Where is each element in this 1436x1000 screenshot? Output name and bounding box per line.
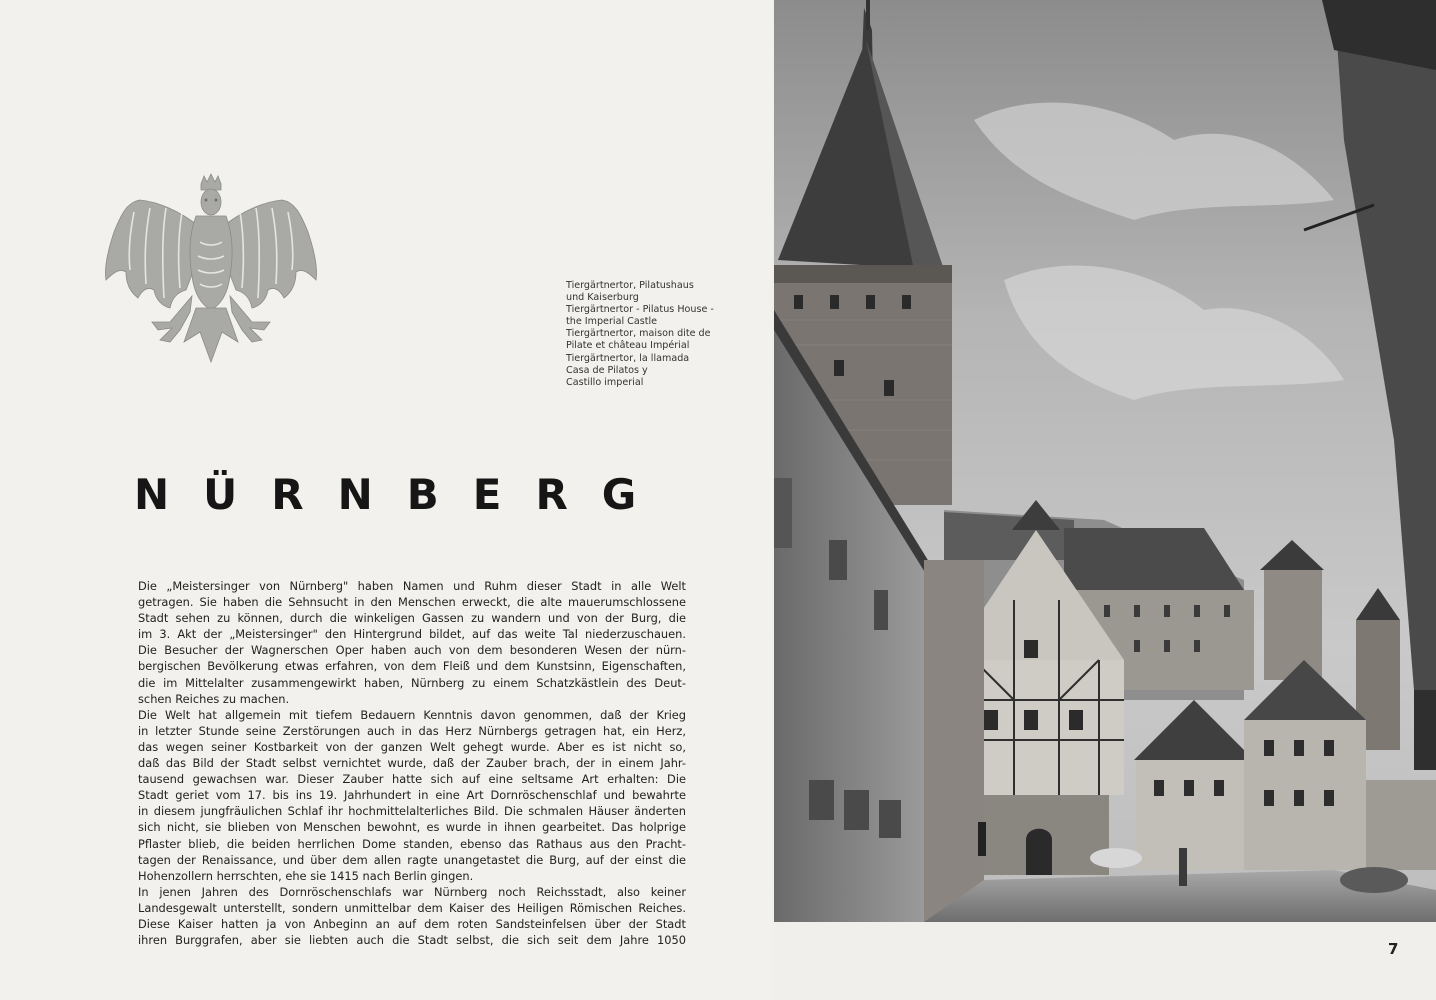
body-line: Stadt geriet vom 17. bis ins 19. Jahrhundert in eine Art Dornröschenschlaf und bewahrte <box>138 788 686 803</box>
body-line: im 3. Akt der „Meistersinger" den Hintergrund bildet, auf das weite Tal niederzuschauen. <box>138 627 686 642</box>
body-line: das wegen seiner Kostbarkeit von der ganzen Welt gehegt wurde. Aber es ist nicht so, <box>138 739 686 754</box>
body-line: tausend gewachsen war. Dieser Zauber hatte sich auf eine seltsame Art erhalten: Die <box>138 772 686 787</box>
body-line: Hohenzollern herrschten, ehe sie 1415 nach Berlin gingen. <box>138 868 474 883</box>
body-line: bergischen Bevölkerung etwas erfahren, von dem Fleiß und dem Kunstsinn, Eigenschaften, <box>138 659 686 674</box>
caption-line: und Kaiserburg <box>566 292 639 304</box>
caption-line: Tiergärtnertor, maison dite de <box>566 328 711 340</box>
body-line: schen Reiches zu machen. <box>138 691 290 706</box>
body-line: Landesgewalt unterstellt, sondern unmittelbar dem Kaiser des Heiligen Römischen Reiches. <box>138 900 686 915</box>
caption-line: Tiergärtnertor, la llamada <box>566 352 690 364</box>
body-line: in letzter Stunde seine Zerstörungen auch in das Herz Nürnbergs getragen hat, ein Herz, <box>138 723 686 738</box>
body-line: Diese Kaiser hatten ja von Anbeginn an auf dem roten Sandsteinfelsen über der Stadt <box>138 916 686 931</box>
body-line: ihren Burggrafen, aber sie liebten auch die Stadt selbst, die sich seit dem Jahre 1050 <box>138 933 686 948</box>
body-line: sich nicht, sie blieben von Menschen bewohnt, es wurde in ihnen gearbeitet. Das holprige <box>138 820 686 835</box>
body-line: In jenen Jahren des Dornröschenschlafs war Nürnberg noch Reichsstadt, also keiner <box>138 884 686 899</box>
caption-line: Castillo imperial <box>566 376 644 388</box>
body-line: getragen. Sie haben die Sehnsucht in den Menschen erweckt, die alte mauerumschlossene <box>138 595 686 610</box>
caption-line: Tiergärtnertor, Pilatushaus <box>566 280 694 291</box>
caption-line: Pilate et château Impérial <box>566 340 690 352</box>
imperial-eagle-emblem <box>100 172 322 384</box>
city-photograph <box>774 0 1436 922</box>
body-line: die im Mittelalter zusammengewirkt haben, Nürnberg zu einem Schatzkästlein des Deut- <box>138 675 686 690</box>
body-line: Stadt sehen zu können, durch die winkeligen Gassen zu wandern und von der Burg, die <box>138 611 686 626</box>
caption-line: Tiergärtnertor - Pilatus House - <box>566 304 714 316</box>
body-line: Die Welt hat allgemein mit tiefem Bedauern Kenntnis davon genommen, daß der Krieg <box>138 707 686 722</box>
page-number: 7 <box>1388 940 1399 958</box>
caption-line: the Imperial Castle <box>566 316 658 328</box>
body-line: in diesem jungfräulichen Schlaf ihr hochmittelalterliches Bild. Die schmalen Häuser änderten <box>138 804 686 819</box>
body-line: Pflaster blieb, die beiden herrlichen Dome standen, ebenso das Rathaus aus den Pracht- <box>138 836 686 851</box>
body-line: tagen der Renaissance, und über dem allen ragte unangetastet die Burg, auf der einst die <box>138 852 686 867</box>
article-body <box>138 578 686 948</box>
page-title: NÜRNBERG <box>134 470 671 519</box>
caption-line: Casa de Pilatos y <box>566 364 648 376</box>
body-line: Die Besucher der Wagnerschen Oper haben auch von dem besonderen Wesen der nürn- <box>138 643 686 658</box>
photo-caption <box>566 280 736 389</box>
body-line: daß das Bild der Stadt selbst vernichtet wurde, daß der Zauber brach, der in einem Jahr- <box>138 756 686 771</box>
body-line: Die „Meistersinger von Nürnberg" haben Namen und Ruhm dieser Stadt in alle Welt <box>138 579 686 593</box>
